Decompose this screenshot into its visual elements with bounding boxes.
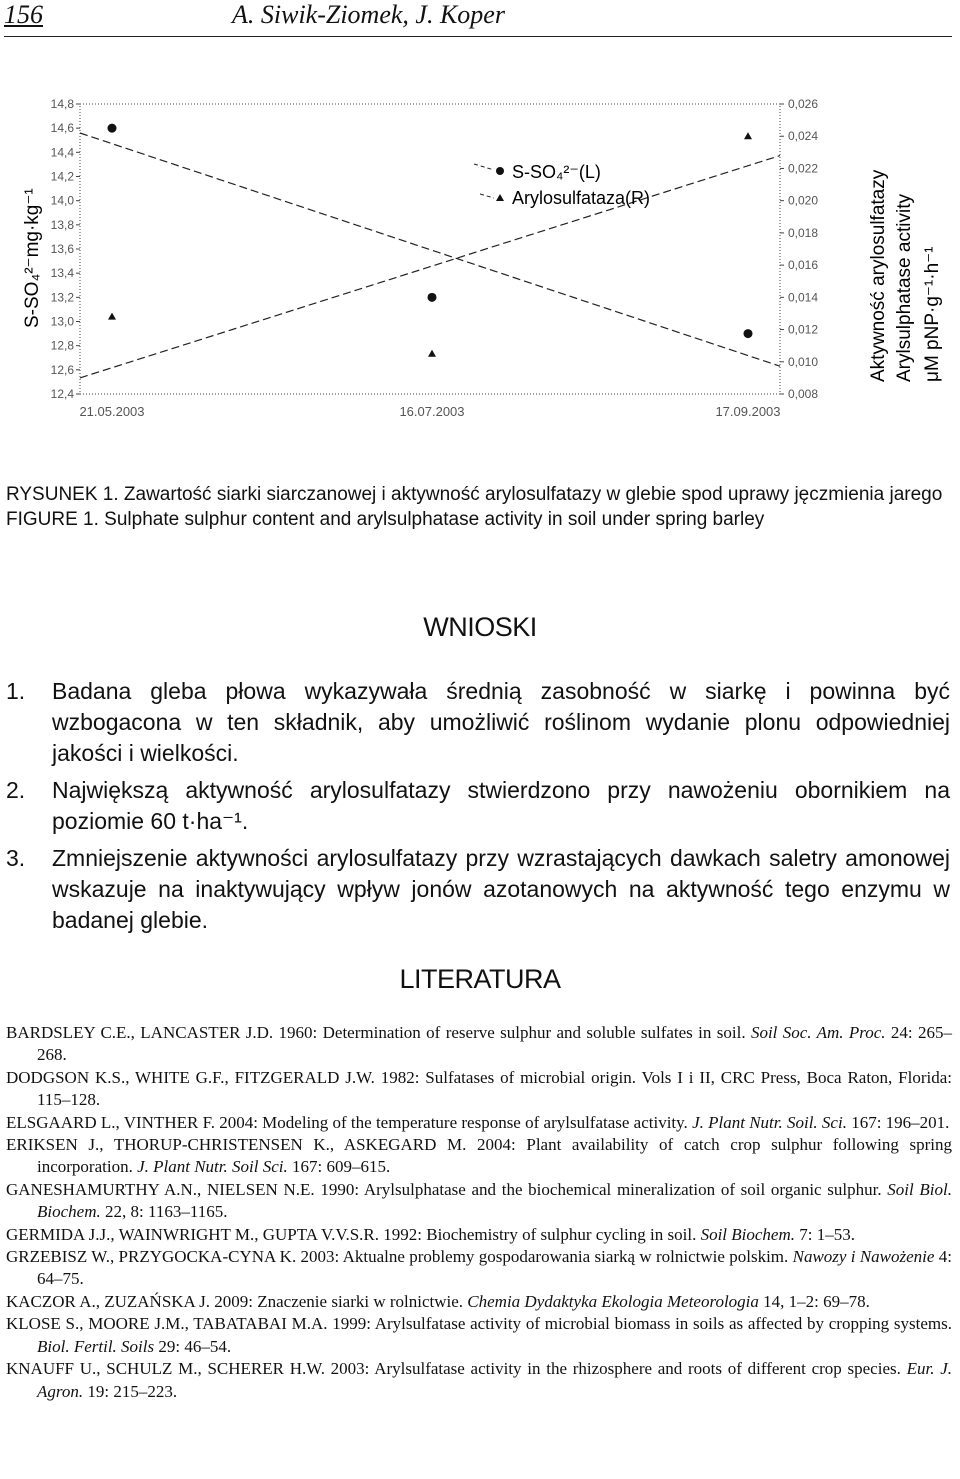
reference-journal: Eur. J. Agron. [37,1359,953,1401]
reference-journal: Nawozy i Nawożenie [792,1247,935,1267]
reference-text: KACZOR A., ZUZAŃSKA J. 2009: Znaczenie siarki w rolnictwie. [6,1291,468,1311]
left-axis-tick-label: 14,2 [50,169,74,184]
reference-text: ERIKSEN J., THORUP-CHRISTENSEN K., ASKEGARD M. 2004: Plant availability of catch crop sulphur following spring incorporation. [6,1135,952,1177]
reference-volume: 24: 265–268. [37,1023,952,1065]
right-axis-tick-label: 0,016 [788,258,819,273]
right-axis-tick-label: 0,014 [788,290,819,305]
reference-item [6,1134,952,1179]
reference-text: GRZEBISZ W., PRZYGOCKA-CYNA K. 2003: Aktualne problemy gospodarowania siarką w rolnictwie polskim. [6,1247,793,1267]
x-axis-tick-label: 17.09.2003 [715,404,781,419]
references-heading: LITERATURA [399,964,561,994]
point-arylsulfatase [744,132,752,139]
trendline-sulphate [80,133,780,366]
reference-text: ELSGAARD L., VINTHER F. 2004: Modeling of the temperature response of arylsulfatase activity. [6,1112,693,1132]
reference-volume: 29: 46–54. [154,1336,232,1356]
conclusion-text: Największą aktywność arylosulfatazy stwierdzono przy nawożeniu obornikiem na poziomie 60 t·ha⁻¹. [52,777,950,834]
trendline-arylsulfatase [80,156,780,378]
conclusion-number: 3. [6,845,26,871]
x-axis-tick-label: 16.07.2003 [399,404,465,419]
conclusion-item [6,843,950,936]
point-sulphate [744,329,753,338]
right-axis-tick-label: 0,010 [788,354,819,369]
conclusion-text: Badana gleba płowa wykazywała średnią zasobność w siarkę i powinna być wzbogacona w ten składnik, aby umożliwić roślinom wydanie plonu odpowiedniej jakości i wielkości. [52,678,950,766]
reference-text: GERMIDA J.J., WAINWRIGHT M., GUPTA V.V.S.R. 1992: Biochemistry of sulphur cycling in soil. [6,1224,701,1244]
figure-1 [0,82,960,442]
reference-text: DODGSON K.S., WHITE G.F., FITZGERALD J.W. 1982: Sulfatases of microbial origin. Vols I i II, CRC Press, Boca Raton, Florida: 115–128. [6,1067,952,1110]
reference-journal: Soil Biol. Biochem. [37,1179,952,1222]
reference-journal: Soil Biochem. [700,1224,795,1244]
reference-journal: Soil Soc. Am. Proc. [750,1023,886,1042]
reference-item [6,1022,952,1067]
conclusion-text: Zmniejszenie aktywności arylosulfatazy przy wzrastających dawkach saletry amonowej wskazuje na inaktywujący wpływ jonów azotanowych na aktywność tego enzymu w badanej glebie. [52,845,950,933]
legend-line-left [474,164,494,170]
reference-item [6,1112,952,1134]
legend-marker-left [496,167,504,175]
legend-label-right: Arylosulfataza(R) [512,188,651,208]
reference-text: GANESHAMURTHY A.N., NIELSEN N.E. 1990: Arylsulphatase and the biochemical mineralization of soil organic sulphur. [6,1179,888,1199]
conclusion-number: 1. [6,678,26,704]
reference-item [6,1246,952,1291]
left-axis-tick-label: 12,4 [50,387,74,401]
left-axis-tick-label: 13,0 [50,314,74,329]
left-axis-tick-label: 13,8 [50,217,74,232]
legend-marker-right [496,194,504,201]
right-axis-tick-label: 0,008 [788,387,819,401]
right-axis-tick-label: 0,024 [788,129,819,144]
conclusion-item [6,676,950,769]
references-list [6,1022,952,1403]
left-axis-tick-label: 13,6 [50,242,74,256]
left-axis-title: S-SO₄²⁻mg·kg⁻¹ [22,188,43,328]
point-sulphate [108,124,117,133]
x-axis-tick-label: 21.05.2003 [79,404,145,419]
reference-item [6,1067,952,1112]
conclusions-heading: WNIOSKI [423,612,537,642]
reference-text: KNAUFF U., SCHULZ M., SCHERER H.W. 2003: Arylsulfatase activity in the rhizosphere and roots of different crop species. [6,1359,907,1379]
left-axis-tick-label: 14,6 [50,121,74,136]
conclusion-number: 2. [6,777,26,803]
legend-label-left: S-SO₄²⁻(L) [512,162,601,182]
reference-journal: Chemia Dydaktyka Ekologia Meteorologia [467,1291,759,1311]
left-axis-tick-label: 14,0 [50,193,74,208]
caption-pl: RYSUNEK 1. Zawartość siarki siarczanowej i aktywność arylosulfatazy w glebie spod uprawy jęczmienia jarego [6,484,943,505]
page-number: 156 [4,0,43,29]
legend-line-right [480,194,494,198]
right-axis-tick-label: 0,022 [788,161,819,176]
reference-text: BARDSLEY C.E., LANCASTER J.D. 1960: Determination of reserve sulphur and soluble sulfates in soil. [6,1023,751,1042]
left-axis-tick-label: 13,4 [50,266,74,281]
chart [0,82,960,442]
conclusion-item [6,775,950,837]
reference-journal: J. Plant Nutr. Soil Sci. [137,1157,288,1177]
reference-text: KLOSE S., MOORE J.M., TABATABAI M.A. 1999: Arylsulfatase activity of microbial biomass in soils as affected by cropping systems. [6,1314,952,1334]
point-arylsulfatase [108,313,116,320]
right-axis-tick-label: 0,026 [788,97,819,111]
reference-item [6,1291,952,1313]
left-axis-tick-label: 14,8 [50,97,74,111]
plot-frame [80,104,780,394]
left-axis-tick-label: 14,4 [50,145,74,160]
right-axis-title-3: μM pNP·g⁻¹·h⁻¹ [922,246,943,382]
reference-journal: J. Plant Nutr. Soil. Sci. [692,1112,847,1132]
reference-volume: 167: 196–201. [846,1112,950,1132]
reference-volume: 167: 609–615. [287,1157,391,1177]
running-header [4,0,952,37]
right-axis-title-1: Aktywność arylosulfatazy [868,169,889,382]
reference-volume: 4: 64–75. [37,1247,953,1289]
reference-item [6,1358,952,1403]
left-axis-tick-label: 13,2 [50,290,74,305]
left-axis-tick-label: 12,8 [50,338,74,353]
right-axis-title-2: Arylsulphatase activity [894,194,915,382]
reference-item [6,1313,952,1358]
reference-volume: 22, 8: 1163–1165. [100,1202,228,1222]
right-axis-tick-label: 0,020 [788,193,819,208]
reference-volume: 7: 1–53. [795,1224,855,1244]
point-sulphate [428,293,437,302]
point-arylsulfatase [428,350,436,357]
figure-caption [6,482,952,532]
reference-journal: Biol. Fertil. Soils [37,1336,155,1356]
caption-en: FIGURE 1. Sulphate sulphur content and arylsulphatase activity in soil under spring barley [6,509,765,530]
reference-item [6,1179,952,1224]
reference-item [6,1224,952,1246]
right-axis-tick-label: 0,018 [788,225,819,240]
left-axis-tick-label: 12,6 [50,362,74,377]
reference-volume: 14, 1–2: 69–78. [758,1291,870,1311]
reference-volume: 19: 215–223. [83,1381,178,1401]
right-axis-tick-label: 0,012 [788,322,819,337]
conclusions-list [6,676,950,942]
running-authors: A. Siwik-Ziomek, J. Koper [232,0,505,29]
